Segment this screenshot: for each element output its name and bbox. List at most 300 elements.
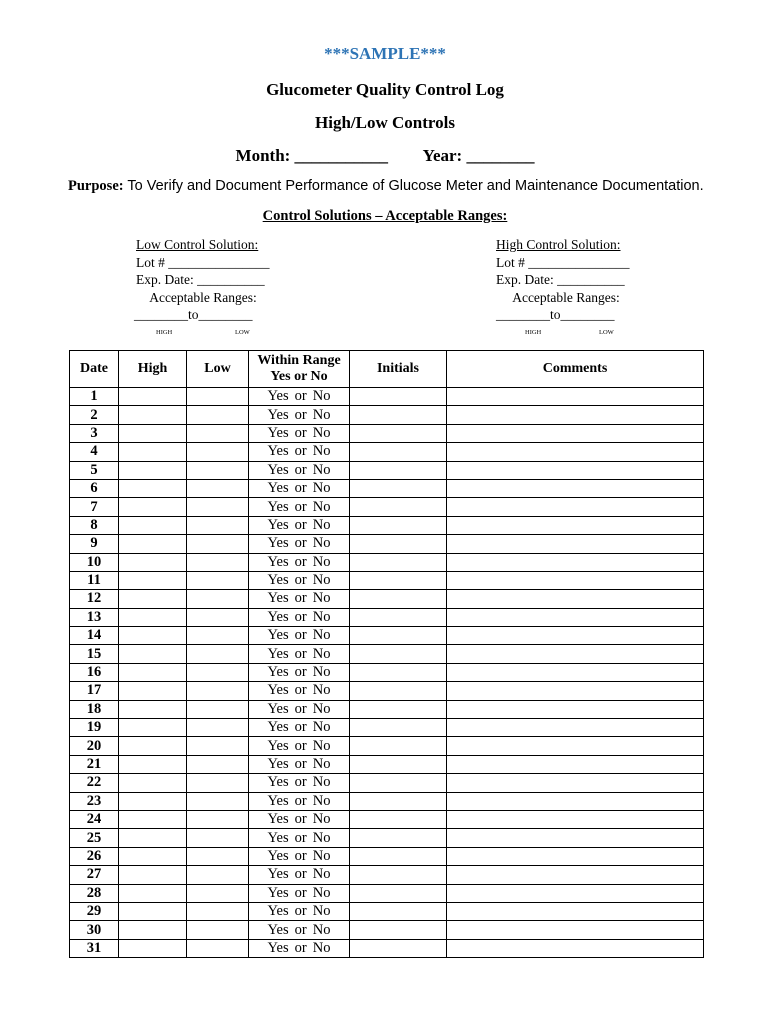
yes-option[interactable]: Yes <box>267 664 289 681</box>
no-option[interactable]: No <box>312 792 331 809</box>
comments-cell[interactable] <box>447 939 704 957</box>
purpose-text: To Verify and Document Performance of Glucose Meter and Maintenance Documentation. <box>123 178 704 194</box>
initials-cell[interactable] <box>350 902 447 920</box>
high-control-solution-block <box>496 236 696 334</box>
initials-cell[interactable] <box>350 571 447 589</box>
high-value-cell[interactable] <box>119 682 187 700</box>
date-cell: 10 <box>70 553 119 571</box>
table-row <box>70 479 704 497</box>
initials-cell[interactable] <box>350 700 447 718</box>
yes-option[interactable]: Yes <box>267 939 289 956</box>
table-row <box>70 866 704 884</box>
initials-cell[interactable] <box>350 682 447 700</box>
date-cell: 3 <box>70 424 119 442</box>
high-value-cell[interactable] <box>119 866 187 884</box>
table-row <box>70 829 704 847</box>
within-range-cell[interactable] <box>249 498 350 516</box>
within-range-cell[interactable] <box>249 388 350 406</box>
no-option[interactable]: No <box>312 719 331 736</box>
no-option[interactable]: No <box>312 939 331 956</box>
yes-option[interactable]: Yes <box>267 719 289 736</box>
high-value-cell[interactable] <box>119 516 187 534</box>
comments-cell[interactable] <box>447 847 704 865</box>
yes-option[interactable]: Yes <box>267 774 289 791</box>
comments-cell[interactable] <box>447 571 704 589</box>
no-option[interactable]: No <box>312 406 331 423</box>
no-option[interactable]: No <box>312 480 331 497</box>
high-value-cell[interactable] <box>119 700 187 718</box>
low-value-cell[interactable] <box>187 719 249 737</box>
table-header-row <box>70 351 704 388</box>
low-value-cell[interactable] <box>187 663 249 681</box>
initials-cell[interactable] <box>350 461 447 479</box>
table-row <box>70 627 704 645</box>
within-range-cell[interactable] <box>249 535 350 553</box>
yes-option[interactable]: Yes <box>267 443 289 460</box>
comments-cell[interactable] <box>447 535 704 553</box>
low-value-cell[interactable] <box>187 535 249 553</box>
within-range-cell[interactable] <box>249 921 350 939</box>
yes-option[interactable]: Yes <box>267 627 289 644</box>
initials-cell[interactable] <box>350 498 447 516</box>
no-option[interactable]: No <box>312 829 331 846</box>
no-option[interactable]: No <box>312 388 331 405</box>
low-solution-range-field[interactable]: ________to________ <box>134 307 253 322</box>
within-range-cell[interactable] <box>249 847 350 865</box>
within-range-cell[interactable] <box>249 443 350 461</box>
high-value-cell[interactable] <box>119 810 187 828</box>
yes-option[interactable]: Yes <box>267 866 289 883</box>
or-text: or <box>294 388 307 405</box>
initials-cell[interactable] <box>350 443 447 461</box>
table-row <box>70 424 704 442</box>
date-cell: 21 <box>70 755 119 773</box>
no-option[interactable]: No <box>312 866 331 883</box>
or-text: or <box>294 719 307 736</box>
high-value-cell[interactable] <box>119 755 187 773</box>
high-value-cell[interactable] <box>119 774 187 792</box>
comments-cell[interactable] <box>447 461 704 479</box>
high-value-cell[interactable] <box>119 902 187 920</box>
no-option[interactable]: No <box>312 443 331 460</box>
low-solution-lot-field[interactable]: Lot # _______________ <box>136 254 270 270</box>
low-control-solution-block <box>136 236 336 334</box>
no-option[interactable]: No <box>312 884 331 901</box>
table-row <box>70 792 704 810</box>
yes-option[interactable]: Yes <box>267 737 289 754</box>
within-range-cell[interactable] <box>249 719 350 737</box>
yes-option[interactable]: Yes <box>267 406 289 423</box>
date-cell: 20 <box>70 737 119 755</box>
year-field[interactable]: Year: ________ <box>422 146 535 165</box>
initials-cell[interactable] <box>350 921 447 939</box>
yes-option[interactable]: Yes <box>267 700 289 717</box>
comments-cell[interactable] <box>447 443 704 461</box>
high-solution-exp-field[interactable]: Exp. Date: __________ <box>496 272 625 287</box>
table-row <box>70 682 704 700</box>
low-value-cell[interactable] <box>187 627 249 645</box>
table-body <box>70 388 704 958</box>
within-range-cell[interactable] <box>249 829 350 847</box>
no-option[interactable]: No <box>312 645 331 662</box>
within-range-cell[interactable] <box>249 774 350 792</box>
no-option[interactable]: No <box>312 608 331 625</box>
initials-cell[interactable] <box>350 608 447 626</box>
date-cell: 23 <box>70 792 119 810</box>
within-range-cell[interactable] <box>249 755 350 773</box>
comments-cell[interactable] <box>447 921 704 939</box>
or-text: or <box>294 921 307 938</box>
low-value-cell[interactable] <box>187 774 249 792</box>
comments-cell[interactable] <box>447 884 704 902</box>
high-value-cell[interactable] <box>119 535 187 553</box>
initials-cell[interactable] <box>350 866 447 884</box>
yes-option[interactable]: Yes <box>267 903 289 920</box>
within-range-cell[interactable] <box>249 627 350 645</box>
within-range-cell[interactable] <box>249 461 350 479</box>
low-value-cell[interactable] <box>187 443 249 461</box>
comments-cell[interactable] <box>447 608 704 626</box>
low-value-cell[interactable] <box>187 866 249 884</box>
low-value-cell[interactable] <box>187 939 249 957</box>
yes-option[interactable]: Yes <box>267 921 289 938</box>
no-option[interactable]: No <box>312 682 331 699</box>
low-value-cell[interactable] <box>187 755 249 773</box>
or-text: or <box>294 443 307 460</box>
high-value-cell[interactable] <box>119 479 187 497</box>
no-option[interactable]: No <box>312 553 331 570</box>
or-text: or <box>294 847 307 864</box>
comments-cell[interactable] <box>447 719 704 737</box>
column-header-within-range <box>249 351 350 388</box>
high-solution-range-sublabels <box>496 324 696 334</box>
no-option[interactable]: No <box>312 737 331 754</box>
comments-cell[interactable] <box>447 700 704 718</box>
initials-cell[interactable] <box>350 388 447 406</box>
low-value-cell[interactable] <box>187 516 249 534</box>
date-cell: 9 <box>70 535 119 553</box>
table-row <box>70 810 704 828</box>
date-cell: 22 <box>70 774 119 792</box>
initials-cell[interactable] <box>350 737 447 755</box>
high-value-cell[interactable] <box>119 608 187 626</box>
low-value-cell[interactable] <box>187 498 249 516</box>
within-range-cell[interactable] <box>249 645 350 663</box>
date-cell: 24 <box>70 810 119 828</box>
within-range-cell[interactable] <box>249 571 350 589</box>
low-value-cell[interactable] <box>187 590 249 608</box>
yes-option[interactable]: Yes <box>267 590 289 607</box>
date-cell: 14 <box>70 627 119 645</box>
table-row <box>70 663 704 681</box>
within-range-cell[interactable] <box>249 866 350 884</box>
month-year-line <box>0 146 770 166</box>
high-value-cell[interactable] <box>119 829 187 847</box>
yes-option[interactable]: Yes <box>267 829 289 846</box>
within-range-cell[interactable] <box>249 590 350 608</box>
comments-cell[interactable] <box>447 516 704 534</box>
low-value-cell[interactable] <box>187 424 249 442</box>
table-row <box>70 461 704 479</box>
comments-cell[interactable] <box>447 682 704 700</box>
comments-cell[interactable] <box>447 866 704 884</box>
low-solution-high-sublabel: HIGH <box>156 328 173 336</box>
qc-log-table <box>69 350 704 958</box>
within-range-cell[interactable] <box>249 902 350 920</box>
comments-cell[interactable] <box>447 590 704 608</box>
comments-cell[interactable] <box>447 902 704 920</box>
low-solution-exp-field[interactable]: Exp. Date: __________ <box>136 272 265 287</box>
high-value-cell[interactable] <box>119 792 187 810</box>
high-value-cell[interactable] <box>119 737 187 755</box>
high-value-cell[interactable] <box>119 553 187 571</box>
within-range-cell[interactable] <box>249 608 350 626</box>
table-row <box>70 571 704 589</box>
or-text: or <box>294 461 307 478</box>
high-value-cell[interactable] <box>119 590 187 608</box>
comments-cell[interactable] <box>447 498 704 516</box>
yes-option[interactable]: Yes <box>267 682 289 699</box>
comments-cell[interactable] <box>447 774 704 792</box>
initials-cell[interactable] <box>350 810 447 828</box>
no-option[interactable]: No <box>312 590 331 607</box>
table-row <box>70 535 704 553</box>
or-text: or <box>294 700 307 717</box>
date-cell: 29 <box>70 902 119 920</box>
no-option[interactable]: No <box>312 756 331 772</box>
initials-cell[interactable] <box>350 406 447 424</box>
date-cell: 1 <box>70 388 119 406</box>
yes-option[interactable]: Yes <box>267 645 289 662</box>
high-value-cell[interactable] <box>119 498 187 516</box>
page-title: Glucometer Quality Control Log <box>266 80 504 99</box>
low-value-cell[interactable] <box>187 737 249 755</box>
yes-option[interactable]: Yes <box>267 884 289 901</box>
or-text: or <box>294 866 307 883</box>
low-solution-low-sublabel: LOW <box>235 328 250 336</box>
no-option[interactable]: No <box>312 461 331 478</box>
within-range-cell[interactable] <box>249 682 350 700</box>
high-solution-low-sublabel: LOW <box>599 328 614 336</box>
within-range-cell[interactable] <box>249 792 350 810</box>
comments-cell[interactable] <box>447 810 704 828</box>
low-value-cell[interactable] <box>187 461 249 479</box>
high-value-cell[interactable] <box>119 461 187 479</box>
initials-cell[interactable] <box>350 939 447 957</box>
comments-cell[interactable] <box>447 388 704 406</box>
within-range-cell[interactable] <box>249 516 350 534</box>
yes-option[interactable]: Yes <box>267 535 289 552</box>
comments-cell[interactable] <box>447 829 704 847</box>
yes-option[interactable]: Yes <box>267 553 289 570</box>
table-row <box>70 388 704 406</box>
or-text: or <box>294 424 307 441</box>
high-value-cell[interactable] <box>119 388 187 406</box>
high-value-cell[interactable] <box>119 921 187 939</box>
high-value-cell[interactable] <box>119 719 187 737</box>
high-value-cell[interactable] <box>119 663 187 681</box>
low-value-cell[interactable] <box>187 829 249 847</box>
initials-cell[interactable] <box>350 627 447 645</box>
high-value-cell[interactable] <box>119 627 187 645</box>
yes-option[interactable]: Yes <box>267 424 289 441</box>
table-row <box>70 443 704 461</box>
or-text: or <box>294 590 307 607</box>
high-solution-title: High Control Solution: <box>496 237 621 252</box>
high-solution-range-field[interactable]: ________to________ <box>496 307 615 322</box>
low-value-cell[interactable] <box>187 902 249 920</box>
no-option[interactable]: No <box>312 516 331 533</box>
no-option[interactable]: No <box>312 811 331 828</box>
initials-cell[interactable] <box>350 424 447 442</box>
low-value-cell[interactable] <box>187 406 249 424</box>
month-field[interactable]: Month: ___________ <box>235 146 389 165</box>
low-value-cell[interactable] <box>187 921 249 939</box>
yes-option[interactable]: Yes <box>267 847 289 864</box>
no-option[interactable]: No <box>312 847 331 864</box>
initials-cell[interactable] <box>350 755 447 773</box>
or-text: or <box>294 884 307 901</box>
comments-cell[interactable] <box>447 424 704 442</box>
or-text: or <box>294 645 307 662</box>
low-value-cell[interactable] <box>187 700 249 718</box>
comments-cell[interactable] <box>447 553 704 571</box>
or-text: or <box>294 682 307 699</box>
within-range-cell[interactable] <box>249 663 350 681</box>
low-value-cell[interactable] <box>187 571 249 589</box>
yes-option[interactable]: Yes <box>267 756 289 772</box>
yes-option[interactable]: Yes <box>267 516 289 533</box>
high-solution-ranges-label: Acceptable Ranges: <box>512 289 620 305</box>
initials-cell[interactable] <box>350 884 447 902</box>
within-range-cell[interactable] <box>249 700 350 718</box>
high-value-cell[interactable] <box>119 847 187 865</box>
yes-option[interactable]: Yes <box>267 461 289 478</box>
date-cell: 12 <box>70 590 119 608</box>
or-text: or <box>294 792 307 809</box>
comments-cell[interactable] <box>447 645 704 663</box>
low-value-cell[interactable] <box>187 553 249 571</box>
table-row <box>70 645 704 663</box>
within-range-cell[interactable] <box>249 406 350 424</box>
comments-cell[interactable] <box>447 627 704 645</box>
low-value-cell[interactable] <box>187 884 249 902</box>
column-header-low: Low <box>187 351 249 388</box>
comments-cell[interactable] <box>447 737 704 755</box>
initials-cell[interactable] <box>350 847 447 865</box>
within-range-cell[interactable] <box>249 939 350 957</box>
initials-cell[interactable] <box>350 792 447 810</box>
low-value-cell[interactable] <box>187 608 249 626</box>
no-option[interactable]: No <box>312 424 331 441</box>
low-value-cell[interactable] <box>187 847 249 865</box>
high-value-cell[interactable] <box>119 645 187 663</box>
comments-cell[interactable] <box>447 663 704 681</box>
no-option[interactable]: No <box>312 572 331 589</box>
low-value-cell[interactable] <box>187 479 249 497</box>
initials-cell[interactable] <box>350 774 447 792</box>
initials-cell[interactable] <box>350 663 447 681</box>
low-value-cell[interactable] <box>187 810 249 828</box>
within-range-cell[interactable] <box>249 479 350 497</box>
high-value-cell[interactable] <box>119 884 187 902</box>
date-cell: 8 <box>70 516 119 534</box>
low-value-cell[interactable] <box>187 388 249 406</box>
control-ranges-heading: Control Solutions – Acceptable Ranges: <box>262 208 508 224</box>
date-cell: 28 <box>70 884 119 902</box>
within-range-cell[interactable] <box>249 737 350 755</box>
comments-cell[interactable] <box>447 406 704 424</box>
no-option[interactable]: No <box>312 921 331 938</box>
initials-cell[interactable] <box>350 719 447 737</box>
or-text: or <box>294 756 307 772</box>
yes-option[interactable]: Yes <box>267 792 289 809</box>
date-cell: 13 <box>70 608 119 626</box>
within-range-cell[interactable] <box>249 884 350 902</box>
low-solution-ranges-label: Acceptable Ranges: <box>149 289 257 305</box>
table-row <box>70 755 704 773</box>
initials-cell[interactable] <box>350 516 447 534</box>
yes-option[interactable]: Yes <box>267 608 289 625</box>
within-range-cell[interactable] <box>249 810 350 828</box>
low-value-cell[interactable] <box>187 645 249 663</box>
high-solution-lot-field[interactable]: Lot # _______________ <box>496 254 630 270</box>
low-value-cell[interactable] <box>187 792 249 810</box>
initials-cell[interactable] <box>350 553 447 571</box>
initials-cell[interactable] <box>350 479 447 497</box>
sample-watermark-text: ***SAMPLE*** <box>324 44 446 63</box>
high-value-cell[interactable] <box>119 424 187 442</box>
table-row <box>70 774 704 792</box>
yes-option[interactable]: Yes <box>267 388 289 405</box>
table-row <box>70 902 704 920</box>
low-value-cell[interactable] <box>187 682 249 700</box>
date-cell: 5 <box>70 461 119 479</box>
page-subtitle: High/Low Controls <box>315 113 455 132</box>
within-range-cell[interactable] <box>249 424 350 442</box>
no-option[interactable]: No <box>312 774 331 791</box>
comments-cell[interactable] <box>447 479 704 497</box>
yes-option[interactable]: Yes <box>267 498 289 515</box>
high-value-cell[interactable] <box>119 443 187 461</box>
yes-option[interactable]: Yes <box>267 811 289 828</box>
no-option[interactable]: No <box>312 627 331 644</box>
yes-option[interactable]: Yes <box>267 572 289 589</box>
high-value-cell[interactable] <box>119 571 187 589</box>
initials-cell[interactable] <box>350 645 447 663</box>
date-cell: 25 <box>70 829 119 847</box>
no-option[interactable]: No <box>312 535 331 552</box>
high-value-cell[interactable] <box>119 939 187 957</box>
column-header-initials: Initials <box>350 351 447 388</box>
or-text: or <box>294 480 307 497</box>
comments-cell[interactable] <box>447 755 704 773</box>
yes-option[interactable]: Yes <box>267 480 289 497</box>
initials-cell[interactable] <box>350 590 447 608</box>
within-range-cell[interactable] <box>249 553 350 571</box>
high-value-cell[interactable] <box>119 406 187 424</box>
initials-cell[interactable] <box>350 829 447 847</box>
no-option[interactable]: No <box>312 664 331 681</box>
or-text: or <box>294 498 307 515</box>
date-cell: 26 <box>70 847 119 865</box>
no-option[interactable]: No <box>312 700 331 717</box>
no-option[interactable]: No <box>312 903 331 920</box>
comments-cell[interactable] <box>447 792 704 810</box>
initials-cell[interactable] <box>350 535 447 553</box>
no-option[interactable]: No <box>312 498 331 515</box>
date-cell: 11 <box>70 571 119 589</box>
